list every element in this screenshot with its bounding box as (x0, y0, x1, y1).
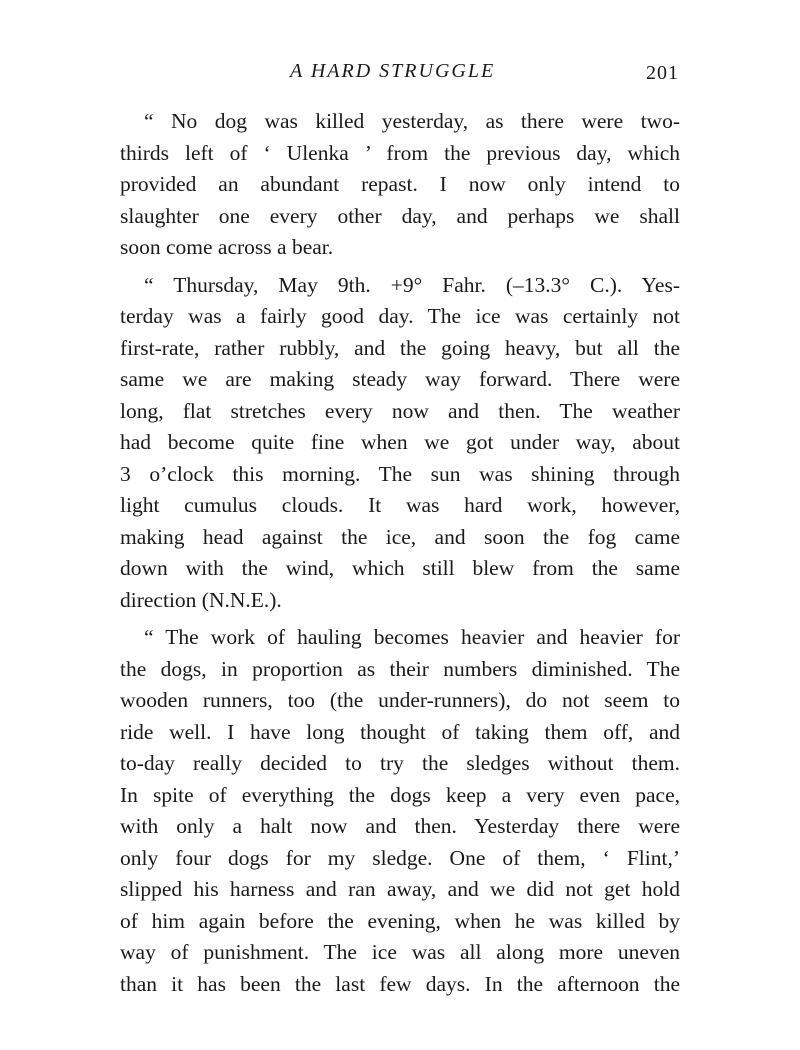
text-line: wooden runners, too (the under-runners), do not seem to (120, 688, 680, 712)
text-line: “ The work of hauling becomes heavier and heavier for (144, 625, 680, 649)
text-line: provided an abundant repast. I now only intend to (120, 172, 680, 196)
paragraph-2 (120, 270, 680, 617)
text-line: down with the wind, which still blew from the same (120, 556, 680, 580)
text-line: had become quite fine when we got under way, about (120, 430, 680, 454)
text-line: slaughter one every other day, and perhaps we shall (120, 203, 680, 228)
text-line: slipped his harness and ran away, and we did not get hold (120, 877, 680, 901)
page-number: 201 (646, 62, 679, 84)
text-line: same we are making steady way forward. There were (120, 367, 680, 391)
text-line: 3 o’clock this morning. The sun was shining through (120, 461, 680, 486)
text-line: thirds left of ‘ Ulenka ’ from the previous day, which (120, 140, 680, 165)
text-line: direction (N.N.E.). (120, 587, 282, 612)
text-line: soon come across a bear. (120, 235, 334, 259)
body-text (120, 106, 680, 1006)
text-line: long, flat stretches every now and then. The weather (120, 398, 680, 423)
text-line: ride well. I have long thought of taking them off, and (120, 719, 680, 744)
text-line: In spite of everything the dogs keep a very even pace, (120, 782, 680, 807)
text-line: “ Thursday, May 9th. +9° Fahr. (–13.3° C.). Yes- (144, 272, 680, 297)
text-line: than it has been the last few days. In the afternoon the (120, 971, 680, 996)
paragraph-1 (120, 106, 680, 264)
text-line: of him again before the evening, when he was killed by (120, 908, 680, 933)
text-line: the dogs, in proportion as their numbers diminished. The (120, 656, 680, 681)
text-line: “ No dog was killed yesterday, as there were two- (144, 109, 680, 133)
text-line: light cumulus clouds. It was hard work, however, (120, 493, 680, 517)
text-line: with only a halt now and then. Yesterday there were (120, 814, 680, 838)
text-line: way of punishment. The ice was all along more uneven (120, 940, 680, 964)
text-line: terday was a fairly good day. The ice was certainly not (120, 304, 680, 328)
running-title: A HARD STRUGGLE (290, 60, 496, 82)
text-line: only four dogs for my sledge. One of them, ‘ Flint,’ (120, 845, 680, 870)
text-line: first-rate, rather rubbly, and the going heavy, but all the (120, 335, 680, 360)
running-head (0, 60, 800, 90)
text-line: making head against the ice, and soon the fog came (120, 524, 680, 549)
paragraph-3 (120, 622, 680, 1000)
text-line: to-day really decided to try the sledges without them. (120, 751, 680, 775)
